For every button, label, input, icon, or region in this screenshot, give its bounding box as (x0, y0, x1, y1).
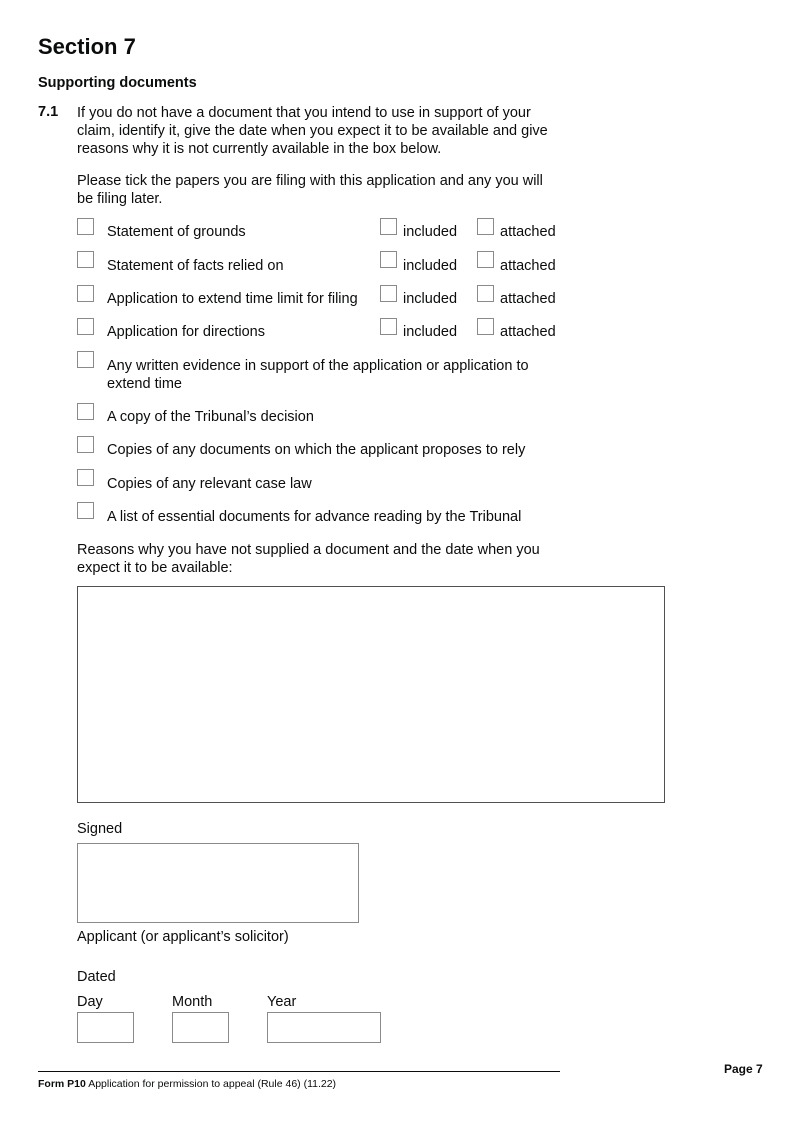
attached-checkbox[interactable] (477, 218, 494, 235)
footer-form-reference (38, 1078, 336, 1090)
question-intro (77, 104, 548, 158)
included-label: included (403, 291, 458, 307)
doc-checkbox-statement-of-facts[interactable] (77, 251, 94, 268)
doc-checkbox-essential-documents[interactable] (77, 502, 94, 519)
doc-label-line: Any written evidence in support of the application or application to (107, 358, 529, 374)
dated-label: Dated (77, 969, 116, 985)
doc-label-line: extend time (107, 376, 182, 392)
reasons-label (77, 541, 540, 577)
doc-label: Copies of any documents on which the applicant proposes to rely (107, 442, 526, 458)
doc-checkbox-case-law[interactable] (77, 469, 94, 486)
included-checkbox[interactable] (380, 318, 397, 335)
tick-instruction-line: be filing later. (77, 191, 163, 207)
question-number: 7.1 (38, 104, 59, 120)
doc-checkbox-extend-time[interactable] (77, 285, 94, 302)
attached-label: attached (500, 291, 556, 307)
attached-checkbox[interactable] (477, 318, 494, 335)
doc-label: Application to extend time limit for filing (107, 291, 358, 307)
doc-label-written-evidence (107, 357, 529, 393)
form-title: Application for permission to appeal (Rule 46) (11.22) (88, 1078, 337, 1090)
day-label: Day (77, 994, 103, 1010)
question-intro-line: If you do not have a document that you intend to use in support of your (77, 105, 531, 121)
doc-label: Application for directions (107, 324, 265, 340)
doc-checkbox-documents-to-rely[interactable] (77, 436, 94, 453)
doc-label: A copy of the Tribunal’s decision (107, 409, 314, 425)
reasons-label-line: expect it to be available: (77, 560, 233, 576)
included-label: included (403, 258, 458, 274)
included-label: included (403, 224, 458, 240)
attached-label: attached (500, 258, 556, 274)
year-label: Year (267, 994, 297, 1010)
footer-divider (38, 1071, 560, 1072)
signature-field[interactable] (77, 843, 359, 923)
signer-caption: Applicant (or applicant’s solicitor) (77, 929, 289, 945)
reasons-label-line: Reasons why you have not supplied a document and the date when you (77, 542, 540, 558)
included-label: included (403, 324, 458, 340)
page-number: Page 7 (724, 1062, 763, 1076)
question-intro-line: claim, identify it, give the date when you expect it to be available and give (77, 123, 548, 139)
year-field[interactable] (267, 1012, 381, 1043)
doc-checkbox-tribunal-decision[interactable] (77, 403, 94, 420)
reasons-textarea[interactable] (77, 586, 665, 803)
doc-checkbox-statement-of-grounds[interactable] (77, 218, 94, 235)
doc-checkbox-written-evidence[interactable] (77, 351, 94, 368)
day-field[interactable] (77, 1012, 134, 1043)
signed-label: Signed (77, 821, 123, 837)
subheading: Supporting documents (38, 75, 197, 91)
doc-label: Copies of any relevant case law (107, 476, 312, 492)
tick-instruction (77, 172, 543, 208)
section-title: Section 7 (38, 34, 136, 59)
form-id: Form P10 (38, 1078, 86, 1090)
included-checkbox[interactable] (380, 251, 397, 268)
question-intro-line: reasons why it is not currently available in the box below. (77, 141, 442, 157)
doc-label: Statement of facts relied on (107, 258, 284, 274)
tick-instruction-line: Please tick the papers you are filing with this application and any you will (77, 173, 543, 189)
included-checkbox[interactable] (380, 285, 397, 302)
included-checkbox[interactable] (380, 218, 397, 235)
doc-label: A list of essential documents for advance reading by the Tribunal (107, 509, 522, 525)
attached-label: attached (500, 224, 556, 240)
doc-label: Statement of grounds (107, 224, 246, 240)
attached-checkbox[interactable] (477, 285, 494, 302)
month-label: Month (172, 994, 213, 1010)
attached-label: attached (500, 324, 556, 340)
month-field[interactable] (172, 1012, 229, 1043)
doc-checkbox-directions[interactable] (77, 318, 94, 335)
attached-checkbox[interactable] (477, 251, 494, 268)
